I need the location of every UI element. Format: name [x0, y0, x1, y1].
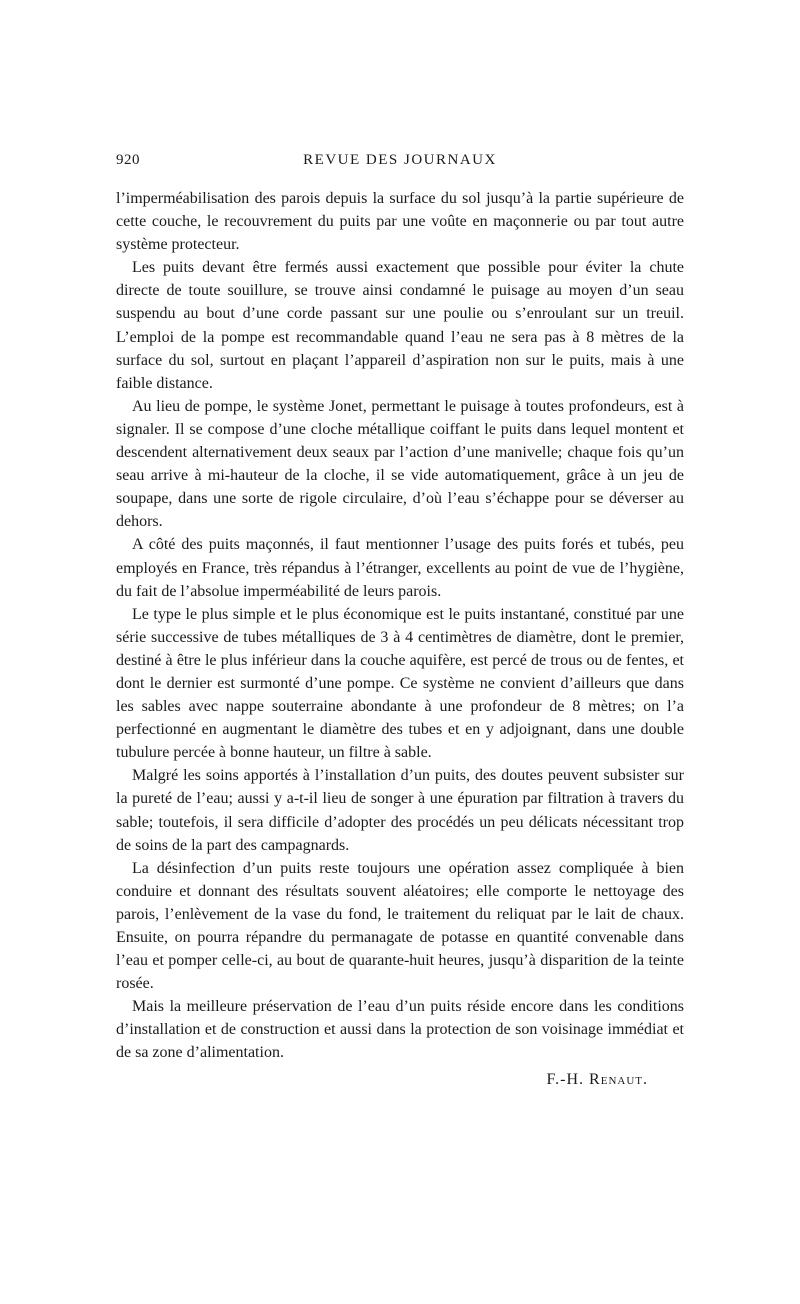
paragraph: La désinfection d’un puits reste toujours une opération assez compliquée à bien conduire et donnant des résultats souvent aléatoires; elle comporte le nettoyage des parois, l’enlèvement de la vase du fond, le traitement du reliquat par le lait de chaux. Ensuite, on pourra répandre du permanagate de potasse en quantité convenable dans l’eau et pomper celle-ci, au bout de quarante-huit heures, jusqu’à disparition de la teinte rosée.	[116, 859, 684, 993]
journal-page	[116, 152, 684, 1089]
paragraph: A côté des puits maçonnés, il faut mentionner l’usage des puits forés et tubés, peu employés en France, très répandus à l’étranger, excellents au point de vue de l’hygiène, du fait de l’absolue imperméabilité de leurs parois.	[116, 536, 684, 600]
author-signature	[116, 1071, 684, 1089]
paragraph: Mais la meilleure préservation de l’eau d’un puits réside encore dans les conditions d’installation et de construction et aussi dans la protection de son voisinage immédiat et de sa zone d’alimentation.	[116, 998, 684, 1062]
article-body	[116, 187, 684, 1065]
paragraph: Le type le plus simple et le plus économique est le puits instantané, constitué par une série successive de tubes métalliques de 3 à 4 centimètres de diamètre, dont le premier, destiné à être le plus inférieur dans la couche aquifère, est percé de trous ou de fentes, et dont le dernier est surmonté d’une pompe. Ce système ne convient d’ailleurs que dans les sables avec nappe souterraine abondante à une profondeur de 8 mètres; on l’a perfectionné en augmentant le diamètre des tubes et en y adjoignant, dans une double tubulure percée à bonne hauteur, un filtre à sable.	[116, 605, 684, 762]
running-title: REVUE DES JOURNAUX	[303, 152, 497, 168]
paragraph: Malgré les soins apportés à l’installation d’un puits, des doutes peuvent subsister sur la pureté de l’eau; aussi y a-t-il lieu de songer à une épuration par filtration à travers du sable; toutefois, il sera difficile d’adopter des procédés un peu délicats nécessitant trop de soins de la part des campagnards.	[116, 767, 684, 854]
author-surname: Renaut.	[589, 1070, 648, 1088]
page-number: 920	[116, 152, 140, 168]
paragraph: Au lieu de pompe, le système Jonet, permettant le puisage à toutes profondeurs, est à signaler. Il se compose d’une cloche métallique coiffant le puits dans lequel montent et descendent alternativement deux seaux par l’action d’une manivelle; chaque fois qu’un seau arrive à mi-hauteur de la cloche, il se vide automatiquement, grâce à un jeu de soupape, dans une sorte de rigole circulaire, d’où l’eau s’échappe pour se déverser au dehors.	[116, 397, 684, 531]
page-header	[116, 152, 684, 176]
paragraph: l’imperméabilisation des parois depuis la surface du sol jusqu’à la partie supérieure de cette couche, le recouvrement du puits par une voûte en maçonnerie ou par tout autre système protecteur.	[116, 190, 684, 254]
author-initials: F.-H.	[546, 1070, 585, 1088]
paragraph: Les puits devant être fermés aussi exactement que possible pour éviter la chute directe de toute souillure, se trouve ainsi condamné le puisage au moyen d’un seau suspendu au bout d’une corde passant sur une poulie ou s’enroulant sur un treuil. L’emploi de la pompe est recommandable quand l’eau ne sera pas à 8 mètres de la surface du sol, surtout en plaçant l’appareil d’aspiration non sur le puits, mais à une faible distance.	[116, 259, 684, 392]
